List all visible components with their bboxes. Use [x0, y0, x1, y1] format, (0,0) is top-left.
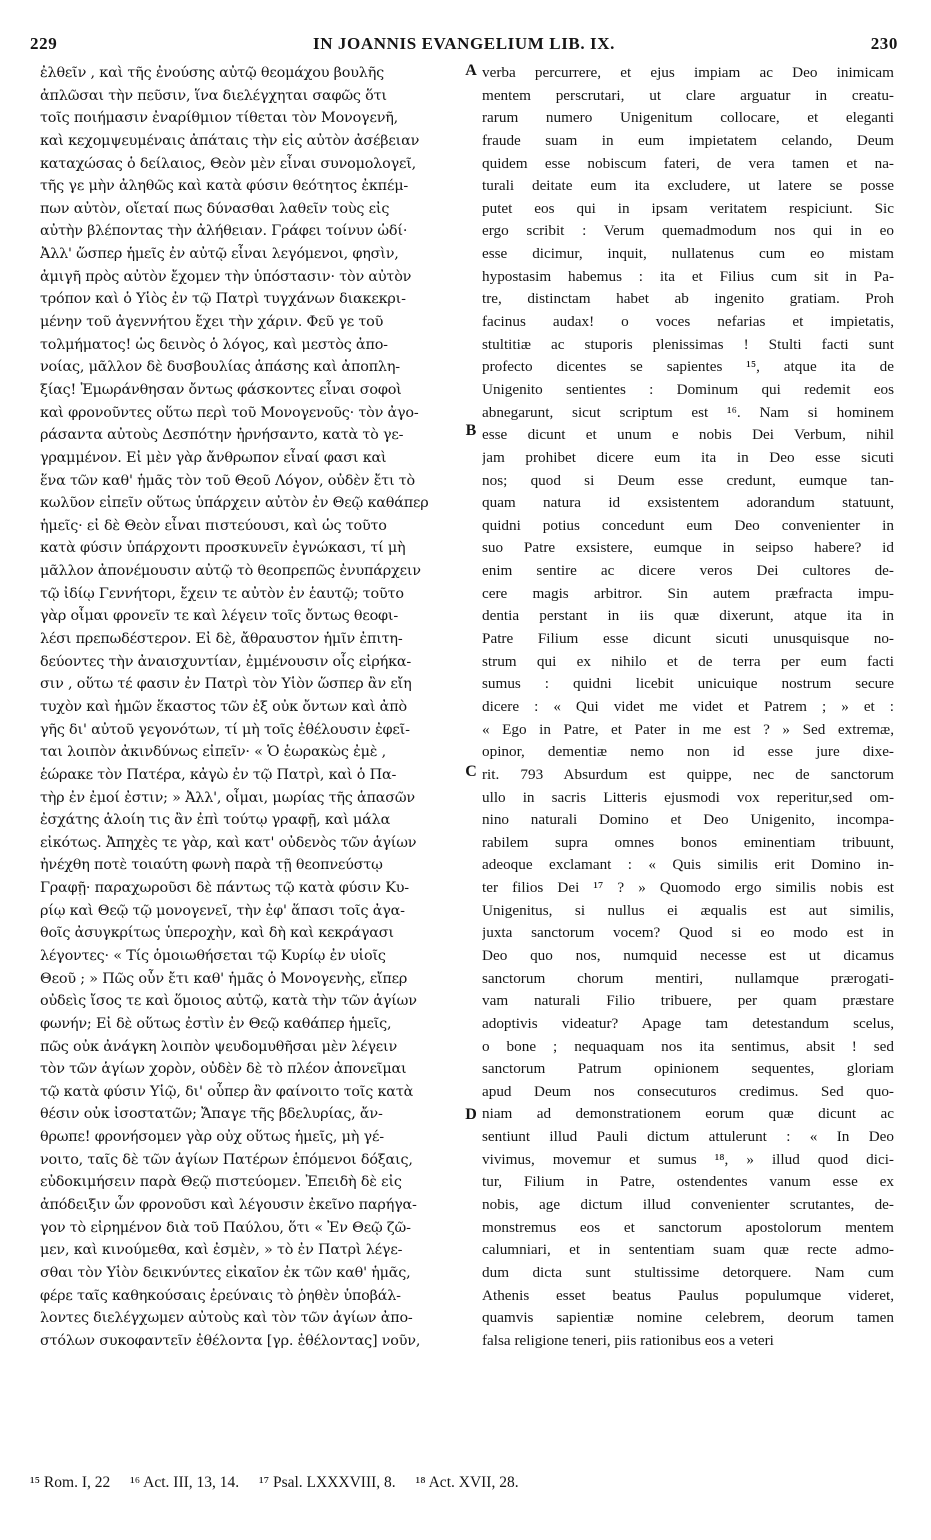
greek-text-line: ἑώρακε τὸν Πατέρα, κἀγὼ ἐν τῷ Πατρὶ, καὶ ὁ Πα-	[40, 766, 397, 783]
greek-text-line: μεν, καὶ κινούμεθα, καὶ ἐσμὲν, » τὸ ἐν Πατρὶ λέγε-	[40, 1242, 403, 1259]
latin-text-line: quidni potius concedunt eum Deo convenienter in	[482, 516, 894, 534]
running-title: IN JOANNIS EVANGELIUM LIB. IX.	[312, 34, 616, 53]
greek-text-line: τρόπον καὶ ὁ Υἱὸς ἐν τῷ Πατρὶ τυγχάνων διακεκρι-	[40, 291, 406, 308]
latin-text-line: adeoque exclamant : « Quis similis erit Domino in-	[482, 856, 894, 874]
footnote-18: ¹⁸ Act. XVII, 28.	[415, 1474, 519, 1491]
greek-column	[40, 62, 460, 1432]
greek-text-line: τὸν τῶν ἁγίων χορὸν, οὐδὲν δὲ τὸ πλέον ἀπονεῖμαι	[40, 1061, 407, 1078]
page-number-left: 229	[30, 34, 58, 53]
greek-text-line: ται λοιπὸν ἀκινδύνως εἰπεῖν· « Ὁ ἑωρακὼς ἐμὲ ,	[40, 744, 387, 761]
greek-text-line: λέσι πρεπωδέστερον. Εἰ δὲ, ἄθραυστον ἡμῖν ἐπιτη-	[40, 631, 403, 648]
greek-text-line: φέρε ταῖς καθηκούσαις ἐρεύναις τὸ ῥηθὲν ὑποβάλ-	[40, 1287, 401, 1304]
running-header	[30, 34, 898, 56]
footnotes	[30, 1474, 900, 1496]
greek-text-line: θοῖς ἀσυγκρίτως ὑπεροχὴν, καὶ δὴ καὶ κεκράγασι	[40, 925, 394, 942]
greek-text-line: φωνήν; Εἰ δὲ οὕτως ἐστὶν ἐν Θεῷ καθάπερ ἡμεῖς,	[40, 1015, 392, 1032]
greek-text-line: καταχώσας ὁ δείλαιος, Θεὸν μὲν εἶναι συνομολογεῖ,	[40, 155, 417, 172]
greek-text-line: κατὰ φύσιν ὑπάρχοντι προσκυνεῖν ἐγνώκασι, τί μὴ	[40, 540, 406, 557]
latin-text-line: Deo quo nos, numquid necesse est ut dicamus	[482, 946, 894, 964]
latin-text-line: Athenis esset beatus Paulus populumque videret,	[482, 1286, 894, 1304]
greek-text-line: Γραφῇ· παραχωροῦσι δὲ πάντως τῷ κατὰ φύσιν Κυ-	[40, 880, 409, 897]
greek-text-line: ἀπλῶσαι τὴν πεῦσιν, ἵνα διελέγχηται σαφῶς ὅτι	[40, 87, 387, 104]
latin-text-line: apud Deum nos consecuturos credimus. Sed quo-	[482, 1082, 894, 1100]
latin-text-line: opinor, dementiæ nemo non id esse jure dixe-	[482, 743, 894, 761]
latin-text-line: monstremus eos et sanctorum apostolorum mentem	[482, 1218, 894, 1236]
greek-text-line: λέγοντες· « Τίς ὁμοιωθήσεται τῷ Κυρίῳ ἐν υἱοῖς	[40, 947, 386, 964]
latin-text-line: hypostasim habemus : ita et Filius cum sit in Pa-	[482, 267, 894, 285]
greek-text-line: πῶς οὐκ ἀνάγκη λοιπὸν ψευδομυθῆσαι μὲν λέγειν	[40, 1038, 398, 1055]
greek-text-line: οὐδεὶς ἴσος τε καὶ ὅμοιος αὐτῷ, κατὰ τὴν τῶν ἁγίων	[40, 993, 417, 1010]
latin-text-line: Unigenito sentientes : Dominum qui redemit eos	[482, 380, 894, 398]
latin-text-line: Unigenitus, si nullus ei æqualis est aut similis,	[482, 901, 894, 919]
greek-text-line: καὶ κεχομψευμέναις ἀπάταις τὴν εἰς αὐτὸν ἀσέβειαν	[40, 132, 420, 149]
latin-text-line: abnegarunt, sicut scriptum est ¹⁶. Nam si hominem	[482, 403, 894, 421]
greek-text-line: κωλῦον εἰπεῖν οὕτως ὑπάρχειν αὐτὸν ἐν Θεῷ καθάπερ	[40, 495, 429, 512]
latin-text-line: sanctorum chorum mentiri, nullamque prærogati-	[482, 969, 894, 987]
latin-text-line: putet eos qui in ipsam veritatem respiciunt. Sic	[482, 199, 894, 217]
greek-text-line: θρωπε! φρονήσομεν γὰρ οὐχ οὕτως ἡμεῖς, μὴ γέ-	[40, 1129, 384, 1146]
latin-text-line: o bone ; nequaquam nos ita sentimus, absit ! sed	[482, 1037, 894, 1055]
greek-text-line: τυχὸν καὶ ἡμῶν ἕκαστος τῶν ἐξ οὐκ ὄντων καὶ ἀπὸ	[40, 698, 407, 715]
latin-text-line: jam prohibet dicere eum ita in Deo esse sicuti	[482, 448, 894, 466]
greek-text-line: πων αὐτὸν, οἴεταί πως δύνασθαι λαθεῖν τοὺς εἰς	[40, 200, 390, 217]
greek-text-line: ἡμεῖς· εἰ δὲ Θεὸν εἶναι πιστεύουσι, καὶ ὡς τοῦτο	[40, 517, 387, 534]
greek-text-line: ράσαντα αὐτοὺς Δεσπότην ἠρνήσαντο, κατὰ τὸ γε-	[40, 427, 404, 444]
greek-text-line: ξίας! Ἐμωράνθησαν ὄντως φάσκοντες εἶναι σοφοὶ	[40, 381, 402, 398]
latin-text-line: enim sentire ac dicere veros Dei cultores de-	[482, 562, 894, 580]
latin-text-line: ter filios Dei ¹⁷ ? » Quomodo ergo similis nobis est	[482, 879, 894, 897]
latin-column	[482, 62, 894, 1432]
footnote-17: ¹⁷ Psal. LXXXVIII, 8.	[259, 1474, 396, 1491]
latin-text-line: rit. 793 Absurdum est quippe, nec de sanctorum	[482, 765, 894, 783]
latin-text-line: mentem perscrutari, ut clare arguatur in creatu-	[482, 86, 894, 104]
latin-text-line: stultitiæ ac stuporis plenissimas ! Stulti facti sunt	[482, 335, 894, 353]
latin-text-line: facinus audax! o voces nefarias et impietatis,	[482, 313, 894, 331]
latin-text-line: Patre Filium esse dicunt sicuti unusquisque no-	[482, 630, 894, 648]
latin-text-line: nos; quod si Deum esse credunt, eumque tan-	[482, 471, 894, 489]
greek-text-line: τῆς γε μὴν ἀληθῶς καὶ κατὰ φύσιν θεότητος ἐκπέμ-	[40, 178, 409, 195]
greek-text-line: τολμήματος! ὡς δεινὸς ὁ λόγος, καὶ μεστὸς ἀπο-	[40, 336, 388, 353]
greek-text-line: γὰρ οἶμαι φρονεῖν τε καὶ λέγειν τοῖς ὄντως θεοφι-	[40, 608, 399, 625]
footnote-16: ¹⁶ Act. III, 13, 14.	[130, 1474, 240, 1491]
latin-text-line: cere magis arbitror. Sin autem præfracta impu-	[482, 584, 894, 602]
latin-text-line: niam ad demonstrationem eorum quæ dicunt ac	[482, 1105, 894, 1123]
latin-text-line: sumus : quidni licebit unicuique nostrum secure	[482, 675, 894, 693]
latin-text-line: sentiunt illud Pauli dictum attulerunt : « In Deo	[482, 1128, 894, 1146]
page-number-right: 230	[870, 34, 898, 53]
latin-text-line: esse dicimur, inquit, nullatenus cum eo mistam	[482, 245, 894, 263]
greek-text-line: ρίῳ καὶ Θεῷ τῷ μονογενεῖ, τὴν ἐφ' ἅπασι τοῖς ἀγα-	[40, 902, 405, 919]
greek-text-line: καὶ φρονοῦντες οὕτω περὶ τοῦ Μονογενοῦς· τὸν ἀγο-	[40, 404, 419, 421]
latin-text-line: nobis, age dictum illud convenienter scrutantes, de-	[482, 1196, 894, 1214]
greek-text-line: ἕνα τῶν καθ' ἡμᾶς τὸν τοῦ Θεοῦ Λόγον, οὐδὲν ἔτι τὸ	[40, 472, 416, 489]
latin-text-line: dum dicta sunt stultissime detorquere. Nam cum	[482, 1263, 894, 1281]
latin-text-line: ullo in sacris Litteris ejusmodi vox reperitur,sed om-	[482, 788, 894, 806]
latin-text-line: quam natura id exsistentem adorandum statuunt,	[482, 494, 894, 512]
greek-text-line: νοίας, μᾶλλον δὲ δυσβουλίας ἁπάσης καὶ ἀποπλη-	[40, 359, 400, 376]
greek-text-line: τῷ ἰδίῳ Γεννήτορι, ἔχειν τε αὐτὸν ἐν ἑαυτῷ; τοῦτο	[40, 585, 404, 602]
greek-text-line: μᾶλλον ἀπονέμουσιν αὐτῷ τὸ θεοπρεπῶς ἐνυπάρχειν	[40, 563, 421, 580]
latin-text-line: verba percurrere, et ejus impiam ac Deo inimicam	[482, 64, 894, 81]
latin-text-line: adoptivis videatur? Apage tam detestandum scelus,	[482, 1014, 894, 1032]
latin-text-line: esse dicunt et unum e nobis Dei Verbum, nihil	[482, 426, 894, 444]
latin-text-line: ergo scribit : Verum quemadmodum nos qui in eo	[482, 222, 894, 240]
greek-text-line: τοῖς ποιήμασιν ἐναρίθμιον τίθεται τὸν Μονογενῆ,	[40, 110, 399, 127]
latin-text-line: profecto dicentes se sapientes ¹⁵, atque ita de	[482, 358, 894, 376]
greek-text-line: ἀμιγῆ πρὸς αὐτὸν ἔχομεν τὴν ὑπόστασιν· τὸν αὐτὸν	[40, 268, 412, 285]
latin-text-line: tre, distinctam habet ab ingenito gratiam. Proh	[482, 290, 894, 308]
latin-text-line: vivimus, movemur et sumus ¹⁸, » illud quod dici-	[482, 1150, 894, 1168]
latin-text-line: rarum numero Unigenitum collocare, et eleganti	[482, 109, 894, 127]
section-marker-a: A	[465, 62, 477, 79]
latin-text-line: strum qui ex nihilo et de terra per eum facti	[482, 652, 894, 670]
greek-text-line: δεύοντες τὴν ἀναισχυντίαν, ἐμμένουσιν οἷς εἰρήκα-	[40, 653, 412, 670]
greek-text-line: νοιτο, ταῖς δὲ τῶν ἁγίων Πατέρων ἑπόμενοι δόξαις,	[40, 1151, 413, 1168]
greek-text-line: εἰκότως. Ἀπηχὲς τε γὰρ, καὶ κατ' οὐδενὸς τῶν ἁγίων	[40, 834, 417, 851]
latin-text-line: « Ego in Patre, et Pater in me est ? » Sed extremæ,	[482, 720, 894, 738]
latin-text-line: rabilem supra omnes bonos eminentiam tribuunt,	[482, 833, 894, 851]
greek-text-line: θέσιν οὐκ ἰσοστατῶν; Ἄπαγε τῆς βδελυρίας, ἄν-	[40, 1106, 383, 1123]
section-marker-c: C	[465, 763, 477, 780]
latin-text-line: vam naturali Filio tribuere, per quam præstare	[482, 992, 894, 1010]
latin-text-line: nino naturali Domino et Deo Unigenito, incompa-	[482, 811, 894, 829]
greek-text-line: λοντες διελέγχωμεν αὐτοὺς καὶ τὸν τῶν ἁγίων ἀπο-	[40, 1310, 413, 1327]
greek-text-line: σιν , οὕτω τέ φασιν ἐν Πατρὶ τὸν Υἱὸν ὥσπερ ἂν εἴη	[40, 676, 412, 693]
latin-text-line: dicere : « Qui videt me videt et Patrem ; » et :	[482, 697, 894, 715]
latin-text-line: calumniari, et in sententiam suam quæ recte admo-	[482, 1241, 894, 1259]
greek-text-line: στόλων συκοφαντεῖν ἐθέλοντα [γρ. ἐθέλοντας] νοῦν,	[40, 1332, 421, 1349]
footnote-15: ¹⁵ Rom. I, 22	[30, 1474, 111, 1491]
greek-text-line: αὐτὴν βλέποντας τὴν ἀλήθειαν. Γράφει τοίνυν ὡδί·	[40, 223, 408, 240]
greek-text-line: γον τὸ εἰρημένον διὰ τοῦ Παύλου, ὅτι « Ἐν Θεῷ ζῶ-	[40, 1219, 411, 1236]
greek-text-line: ἀπόδειξιν ὧν φρονοῦσι καὶ λέγουσιν ἐκεῖνο παρήγα-	[40, 1197, 417, 1214]
greek-text-line: εὐδοκιμήσειν παρὰ Θεῷ πιστεύομεν. Ἐπειδὴ δὲ εἰς	[40, 1174, 402, 1191]
latin-text-line: sanctorum Patrum opinionem sequentes, gloriam	[482, 1060, 894, 1078]
latin-text-line: falsa religione teneri, piis rationibus eos a veteri	[482, 1331, 774, 1349]
greek-text-line: ἐσχάτης ἁλοίη τις ἂν ἐπὶ τούτῳ γραφῇ, καὶ μάλα	[40, 812, 391, 829]
greek-text-line: σθαι τὸν Υἱὸν δεικνύντες εἰκαῖον ἐκ τῶν καθ' ἡμᾶς,	[40, 1264, 411, 1281]
latin-text-line: quidem esse nobiscum fateri, de vera tamen et na-	[482, 154, 894, 172]
latin-text-line: turali deitate eum ita excludere, ut latere se posse	[482, 177, 894, 195]
latin-text-line: fraude suam in eum impietatem celando, Deum	[482, 131, 894, 149]
greek-text-line: ἠνέχθη ποτὲ τοιαύτη φωνὴ παρὰ τῇ θεοπνεύστῳ	[40, 857, 383, 874]
greek-text-line: Ἀλλ' ὥσπερ ἡμεῖς ἐν αὐτῷ εἶναι λεγόμενοι, φησὶν,	[40, 246, 399, 263]
latin-text-line: suo Patre exsistere, eumque in seipso habere? id	[482, 539, 894, 557]
greek-text-line: τὴρ ἐν ἐμοί ἐστιν; » Ἀλλ', οἶμαι, μωρίας τῆς ἁπασῶν	[40, 789, 415, 806]
latin-text-line: quamvis sapientiæ nomine celebrem, deorum tamen	[482, 1309, 894, 1327]
latin-text-line: dentia perstant in iis quæ dixerunt, atque ita in	[482, 607, 894, 625]
greek-text-line: γραμμένον. Εἰ μὲν γὰρ ἄνθρωπον εἶναί φασι καὶ	[40, 449, 387, 466]
greek-text-line: Θεοῦ ; » Πῶς οὖν ἔτι καθ' ἡμᾶς ὁ Μονογενὴς, εἴπερ	[40, 970, 408, 987]
greek-text-line: ἐλθεῖν , καὶ τῆς ἐνούσης αὐτῷ θεομάχου βουλῆς	[40, 65, 385, 81]
latin-text-line: tur, Filium in Patre, ostendentes vanum esse ex	[482, 1173, 894, 1191]
section-marker-d: D	[465, 1106, 477, 1123]
latin-text-line: juxta sanctorum vocem? Quod si eo modo est in	[482, 924, 894, 942]
greek-text-line: μένην τοῦ ἀγεννήτου ἔχει τὴν χάριν. Φεῦ γε τοῦ	[40, 314, 384, 331]
section-marker-b: B	[465, 422, 477, 439]
greek-text-line: γῆς δι' αὐτοῦ γεγονότων, τί μὴ τοῖς ἐθέλουσιν ἐφεῖ-	[40, 721, 410, 738]
greek-text-line: τῷ κατὰ φύσιν Υἱῷ, δι' οὗπερ ἂν φαίνοιτο τοῖς κατὰ	[40, 1083, 414, 1100]
